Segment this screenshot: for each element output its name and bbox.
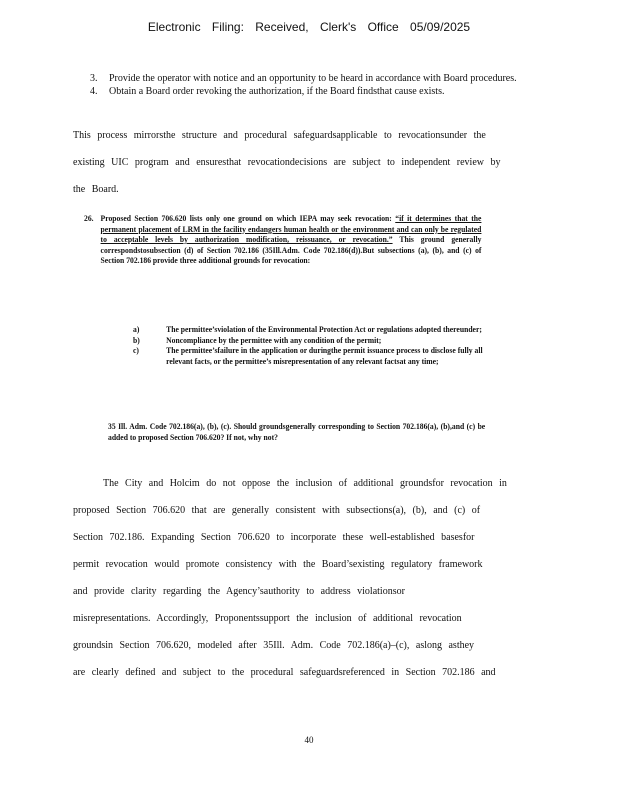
text-line: Section 702.186. Expanding Section 706.620 to incorporate these well-established basesfor bbox=[73, 532, 475, 543]
ground-text: The permittee’sfailure in the application or duringthe permit issuance process to disclose fully all relevant facts, or the permittee’s misrepresentation of any relevant factsat any time; bbox=[166, 346, 483, 366]
text-line: proposed Section 706.620 that are generally consistent with subsections(a), (b), and (c) of bbox=[73, 505, 481, 516]
ground-item bbox=[133, 346, 483, 367]
page-number: 40 bbox=[304, 735, 314, 745]
comment-intro: Proposed Section 706.620 lists only one ground on which IEPA may seek revocation: bbox=[100, 214, 392, 223]
list-number: 3. bbox=[90, 73, 98, 84]
list-number: 4. bbox=[90, 86, 98, 97]
ground-item bbox=[133, 325, 483, 336]
text-line: the Board. bbox=[73, 184, 119, 195]
numbered-list bbox=[90, 73, 550, 97]
ground-text: Noncompliance by the permittee with any condition of the permit; bbox=[166, 335, 382, 345]
ground-label: a) bbox=[133, 325, 140, 334]
text-line: This process mirrorsthe structure and procedural safeguardsapplicable to revocationsunder the bbox=[73, 130, 486, 141]
comment-rest: This ground generally correspondstosubsection (d) of Section 702.186 (35Ill.Adm. Code 702.186(d)).But subsections (a), (b), and (c) of Section 702.186 provide three additional grounds for revocation: bbox=[100, 235, 482, 265]
paragraph-response bbox=[73, 470, 535, 686]
text-line: groundsin Section 706.620, modeled after 35Ill. Adm. Code 702.186(a)–(c), aslong asthey bbox=[73, 640, 475, 651]
ground-item bbox=[133, 336, 483, 347]
list-text: Obtain a Board order revoking the authorization, if the Board findsthat cause exists. bbox=[109, 86, 445, 97]
text-line: are clearly defined and subject to the procedural safeguardsreferenced in Section 702.186 and bbox=[73, 667, 496, 678]
text-line: permit revocation would promote consistency with the Board’sexisting regulatory framework bbox=[73, 559, 483, 570]
list-item bbox=[90, 73, 550, 84]
comment-number: 26. bbox=[84, 214, 94, 223]
filing-header: Electronic Filing: Received, Clerk's Office 05/09/2025 bbox=[147, 20, 471, 34]
list-item bbox=[90, 86, 550, 97]
paragraph-process bbox=[73, 122, 535, 203]
ground-text: The permittee’sviolation of the Environmental Protection Act or regulations adopted thereunder; bbox=[166, 325, 482, 334]
comment-body bbox=[101, 214, 482, 267]
list-text: Provide the operator with notice and an opportunity to be heard in accordance with Board procedures. bbox=[109, 73, 517, 84]
comment-question: 35 Ill. Adm. Code 702.186(a), (b), (c). Should groundsgenerally corresponding to Section 702.186(a), (b),and (c) be added to proposed Section 706.620? If not, why not? bbox=[108, 422, 486, 442]
ground-label: b) bbox=[133, 335, 140, 345]
revocation-grounds-list bbox=[133, 325, 483, 367]
text-line: The City and Holcim do not oppose the inclusion of additional groundsfor revocation in bbox=[103, 478, 507, 489]
text-line: and provide clarity regarding the Agency’sauthority to address violationsor bbox=[73, 586, 405, 597]
text-line: existing UIC program and ensuresthat revocationdecisions are subject to independent review by bbox=[73, 157, 501, 168]
text-line: misrepresentations. Accordingly, Proponentssupport the inclusion of additional revocation bbox=[73, 613, 462, 624]
comment-quote: “if it determines that the permanent placement of LRM in the facility endangers human health or the environment and can only be regulated to acceptable levels by authorization modification, reissuance, or revocation.” bbox=[100, 214, 482, 244]
board-comment-26 bbox=[84, 214, 481, 267]
ground-label: c) bbox=[133, 346, 139, 355]
